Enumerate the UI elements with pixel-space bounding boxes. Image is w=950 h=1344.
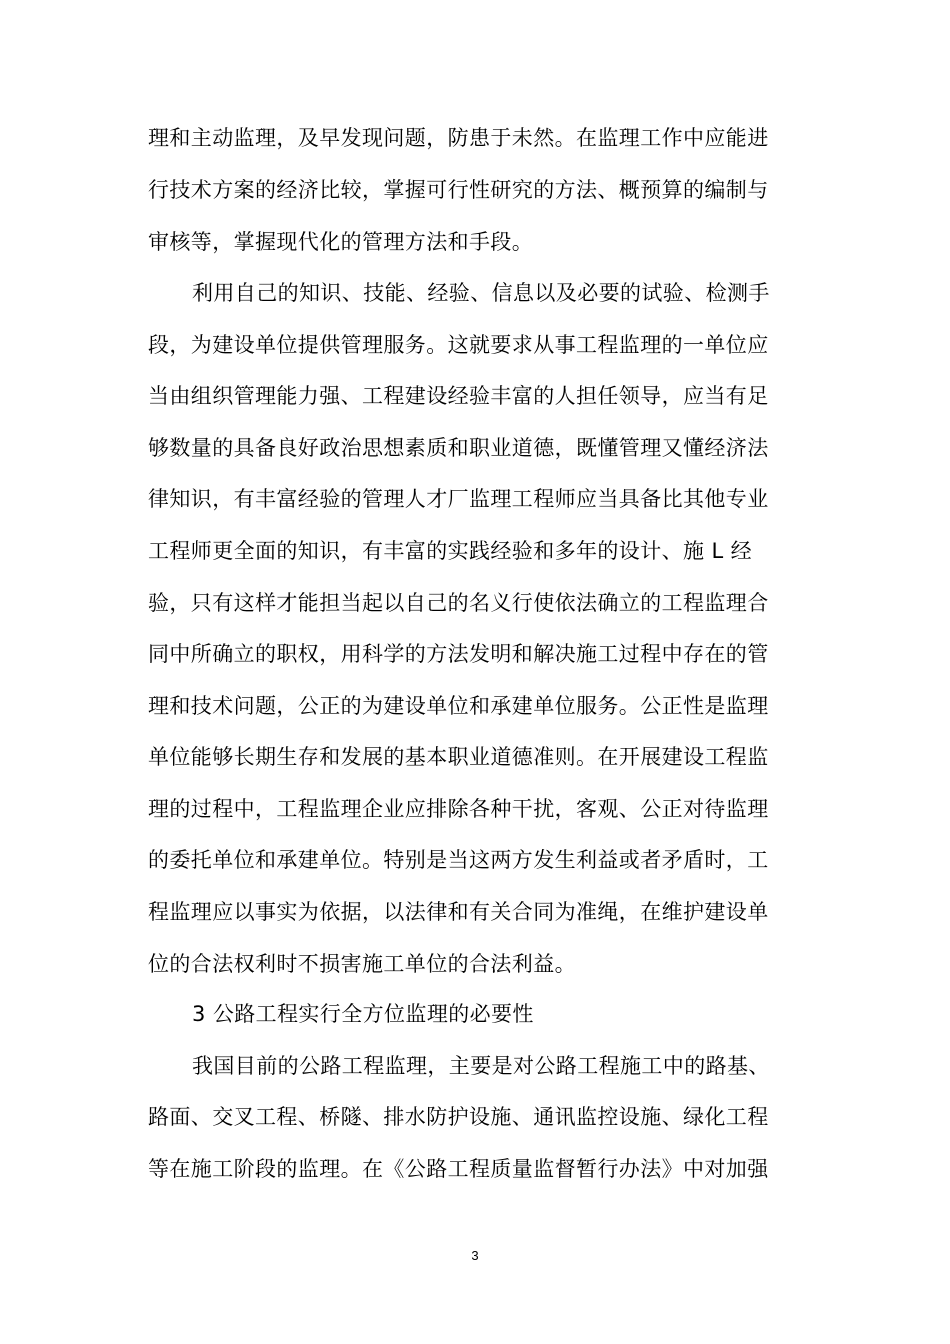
body-text-line: 当由组织管理能力强、工程建设经验丰富的人担任领导，应当有足 <box>148 384 769 408</box>
paragraph-first-line: 利用自己的知识、技能、经验、信息以及必要的试验、检测手 <box>192 281 770 305</box>
body-text-line: 够数量的具备良好政治思想素质和职业道德，既懂管理又懂经济法 <box>148 436 769 460</box>
page-number: 3 <box>471 1248 479 1263</box>
body-text-line: 理的过程中，工程监理企业应排除各种干扰，客观、公正对待监理 <box>148 797 769 821</box>
body-text-line: 位的合法权利时不损害施工单位的合法利益。 <box>148 952 576 976</box>
body-text-line: 程监理应以事实为依据，以法律和有关合同为准绳，在维护建设单 <box>148 900 769 924</box>
body-text-line: 等在施工阶段的监理。在《公路工程质量监督暂行办法》中对加强 <box>148 1157 769 1181</box>
body-text-line: 律知识，有丰富经验的管理人才厂监理工程师应当具备比其他专业 <box>148 487 769 511</box>
body-text-line: 单位能够长期生存和发展的基本职业道德准则。在开展建设工程监 <box>148 745 769 769</box>
body-text-line: 段，为建设单位提供管理服务。这就要求从事工程监理的一单位应 <box>148 333 769 357</box>
body-text-line: 理和主动监理，及早发现问题，防患于未然。在监理工作中应能进 <box>148 126 769 150</box>
body-text-line: 审核等，掌握现代化的管理方法和手段。 <box>148 230 534 254</box>
body-text-line: 同中所确立的职权，用科学的方法发明和解决施工过程中存在的管 <box>148 642 769 666</box>
body-text-line: 路面、交叉工程、桥隧、排水防护设施、通讯监控设施、绿化工程 <box>148 1105 769 1129</box>
section-heading: 3 公路工程实行全方位监理的必要性 <box>192 1002 534 1026</box>
body-text-line: 验，只有这样才能担当起以自己的名义行使依法确立的工程监理合 <box>148 591 769 615</box>
body-text-line: 的委托单位和承建单位。特别是当这两方发生利益或者矛盾时，工 <box>148 848 769 872</box>
body-text-line: 行技术方案的经济比较，掌握可行性研究的方法、概预算的编制与 <box>148 178 769 202</box>
paragraph-first-line: 我国目前的公路工程监理，主要是对公路工程施工中的路基、 <box>192 1054 770 1078</box>
body-text-line: 工程师更全面的知识，有丰富的实践经验和多年的设计、施 L 经 <box>148 539 753 563</box>
body-text-line: 理和技术问题，公正的为建设单位和承建单位服务。公正性是监理 <box>148 694 769 718</box>
